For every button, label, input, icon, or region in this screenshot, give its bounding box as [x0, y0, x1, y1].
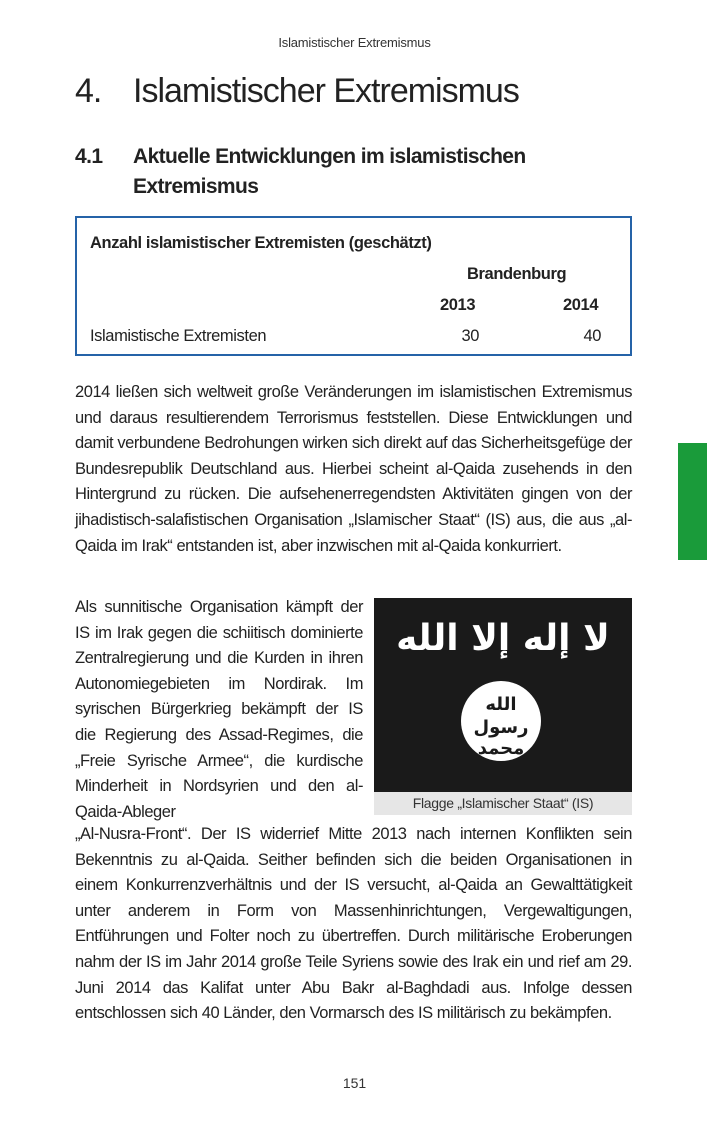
section-title: [75, 142, 635, 202]
body-paragraph-2-wrapped: Als sunnitische Organisation kämpft der IS im Irak gegen die schiitisch dominierte Zentralregierung und die Kurden in ihren Autonomiegebieten im Nordirak. Im syrischen Bürgerkrieg bekämpft der IS die Regierung des Assad-Regimes, die „Freie Syrische Armee“, die kurdische Minderheit in Nordsyrien und den al-Qaida-Ableger: [75, 598, 363, 821]
section-number: 4.1: [75, 145, 103, 168]
flag-image: [374, 598, 632, 792]
page-number: 151: [342, 1075, 367, 1091]
seal-line-1: الله: [485, 694, 517, 715]
section-title-text: Aktuelle Entwicklungen im islamistischen Extremismus: [133, 145, 526, 198]
running-header: Islamistischer Extremismus: [278, 35, 431, 50]
statistics-box: [75, 216, 632, 356]
body-paragraph-2-continued: „Al-Nusra-Front“. Der IS widerrief Mitte 2013 nach internen Konflikten sein Bekenntnis zu al-Qaida. Seither befinden sich die beiden Organisationen in einem Konkurrenzverhältnis und der IS versucht, al-Qaida an Gewalttätigkeit unter anderem in Form von Massenhinrichtungen, Vergewaltigungen, Entführungen und Folter noch zu übertreffen. Durch militärische Eroberungen nahm der IS im Jahr 2014 große Teile Syriens sowie des Irak ein und rief am 29. Juni 2014 das Kalifat unter Abu Bakr al-Baghdadi aus. Infolge dessen entschlossen sich 40 Länder, den Vormarsch des IS militärisch zu bekämpfen.: [75, 825, 632, 1023]
flag-shahada-text: لا إله إلا الله: [396, 618, 610, 659]
body-paragraph-1: 2014 ließen sich weltweit große Veränderungen im islamistischen Extremismus und daraus resultierendem Terrorismus feststellen. Diese Entwicklungen und damit verbundene Bedrohungen wirken sich direkt auf das Sicherheitsgefüge der Bundesrepublik Deutschland aus. Hierbei scheint al-Qaida zusehends in den Hintergrund zu rücken. Die aufsehenerregendsten Aktivitäten gingen von der jihadistisch-salafistischen Organisation „Islamischer Staat“ (IS) aus, die aus „al-Qaida im Irak“ entstanden ist, aber inzwischen mit al-Qaida konkurriert.: [75, 383, 632, 555]
year-header-2014: 2014: [563, 296, 599, 314]
row-label: Islamistische Extremisten: [90, 327, 267, 345]
region-header: Brandenburg: [467, 265, 567, 283]
chapter-number: 4.: [75, 72, 102, 110]
statistics-box-title: Anzahl islamistischer Extremisten (geschätzt): [90, 234, 432, 252]
chapter-title-text: Islamistischer Extremismus: [133, 72, 519, 110]
seal-line-3: محمد: [477, 738, 525, 759]
chapter-side-tab: [678, 443, 707, 560]
value-2014: 40: [583, 327, 601, 345]
value-2013: 30: [461, 327, 479, 345]
year-header-2013: 2013: [440, 296, 476, 314]
chapter-title: [75, 72, 519, 111]
flag-figure: [374, 598, 632, 815]
seal-line-2: رسول: [473, 717, 529, 738]
figure-caption: Flagge „Islamischer Staat“ (IS): [374, 792, 632, 815]
